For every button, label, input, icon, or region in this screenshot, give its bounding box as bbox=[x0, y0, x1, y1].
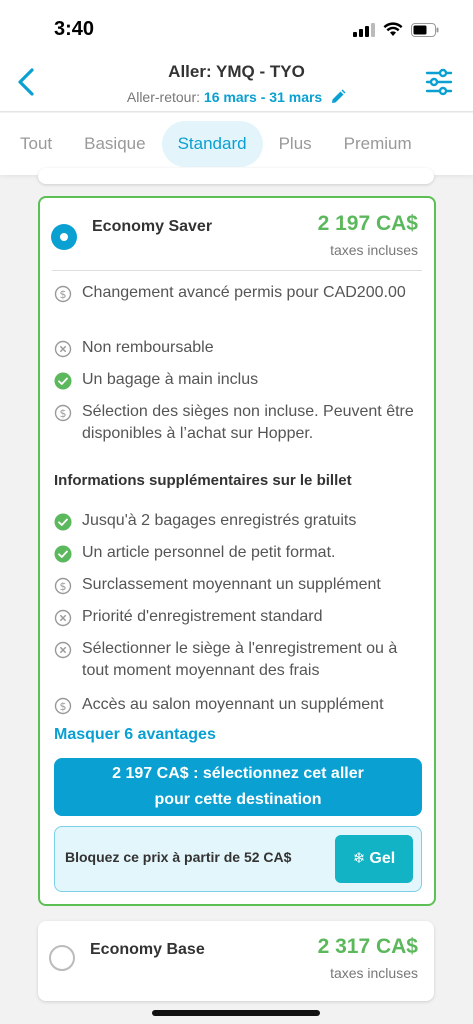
previous-fare-card[interactable] bbox=[38, 168, 434, 184]
trip-type-label: Aller-retour: bbox=[126, 89, 201, 106]
page-title: Aller: YMQ - TYO bbox=[168, 62, 305, 81]
header bbox=[0, 56, 473, 112]
wifi-icon bbox=[383, 22, 403, 37]
status-icons bbox=[353, 22, 439, 37]
price-freeze-box bbox=[54, 826, 422, 892]
svg-text:$: $ bbox=[59, 407, 67, 420]
dollar-circle-icon bbox=[54, 285, 72, 303]
tab-standard[interactable]: Standard bbox=[162, 121, 263, 167]
fare-name: Economy Base bbox=[90, 941, 205, 958]
freeze-button[interactable] bbox=[335, 835, 413, 883]
fare-card-economy-saver[interactable] bbox=[38, 196, 436, 906]
filter-button[interactable] bbox=[423, 66, 455, 98]
fare-price: 2 197 CA$ bbox=[317, 212, 418, 235]
feature-item bbox=[52, 337, 422, 359]
hide-benefits-link[interactable]: Masquer 6 avantages bbox=[54, 726, 216, 743]
svg-text:$: $ bbox=[59, 580, 67, 593]
freeze-button-label: Gel bbox=[369, 850, 396, 867]
feature-text: Priorité d'enregistrement standard bbox=[82, 608, 323, 625]
feature-text: Jusqu'à 2 bagages enregistrés gratuits bbox=[82, 512, 357, 529]
svg-text:$: $ bbox=[59, 288, 67, 301]
dollar-circle-icon bbox=[54, 577, 72, 595]
x-circle-icon bbox=[54, 641, 72, 659]
dollar-circle-icon bbox=[54, 404, 72, 422]
feature-text: Sélection des sièges non incluse. Peuvent être disponibles à l’achat sur Hopper. bbox=[82, 403, 414, 442]
divider bbox=[52, 270, 422, 271]
select-fare-button[interactable] bbox=[54, 758, 422, 816]
tab-premium[interactable]: Premium bbox=[343, 134, 412, 153]
fare-radio-unselected[interactable] bbox=[49, 945, 75, 971]
status-time: 3:40 bbox=[54, 18, 95, 40]
check-circle-icon bbox=[54, 372, 72, 390]
cellular-signal-icon bbox=[353, 23, 375, 37]
feature-text: Sélectionner le siège à l'enregistrement ou à tout moment moyennant des frais bbox=[82, 640, 398, 679]
feature-item bbox=[52, 574, 422, 596]
fare-card-economy-base[interactable] bbox=[38, 921, 434, 1001]
feature-item bbox=[52, 694, 422, 716]
select-fare-line1: 2 197 CA$ : sélectionnez cet aller bbox=[112, 765, 364, 782]
feature-item bbox=[52, 510, 422, 532]
select-fare-line2: pour cette destination bbox=[154, 791, 322, 808]
fare-tax-note: taxes incluses bbox=[330, 242, 418, 258]
feature-item bbox=[52, 542, 422, 564]
snowflake-icon: ❄ bbox=[352, 850, 366, 867]
dollar-circle-icon bbox=[54, 697, 72, 715]
trip-dates[interactable] bbox=[0, 89, 473, 108]
fare-price: 2 317 CA$ bbox=[317, 935, 418, 958]
check-circle-icon bbox=[54, 545, 72, 563]
extra-info-title: Informations supplémentaires sur le billet bbox=[54, 472, 352, 489]
home-indicator[interactable] bbox=[152, 1010, 320, 1016]
tab-basique[interactable]: Basique bbox=[84, 134, 146, 153]
x-circle-icon bbox=[54, 340, 72, 358]
feature-item bbox=[52, 401, 422, 445]
feature-text: Accès au salon moyennant un supplément bbox=[82, 696, 384, 713]
feature-item bbox=[52, 282, 422, 304]
feature-item bbox=[52, 606, 422, 628]
x-circle-icon bbox=[54, 609, 72, 627]
fare-tax-note: taxes incluses bbox=[330, 965, 418, 981]
feature-text: Un bagage à main inclus bbox=[82, 371, 259, 388]
svg-text:$: $ bbox=[59, 700, 67, 713]
feature-item bbox=[52, 369, 422, 391]
price-freeze-text: Bloquez ce prix à partir de 52 CA$ bbox=[65, 849, 292, 865]
tab-plus[interactable]: Plus bbox=[278, 134, 312, 153]
fare-tabs bbox=[0, 113, 473, 175]
feature-item bbox=[52, 638, 422, 682]
feature-text: Un article personnel de petit format. bbox=[82, 544, 336, 561]
fare-radio-selected[interactable] bbox=[51, 224, 77, 250]
battery-icon bbox=[411, 23, 439, 37]
check-circle-icon bbox=[54, 513, 72, 531]
status-bar bbox=[0, 0, 473, 56]
feature-text: Changement avancé permis pour CAD200.00 bbox=[82, 284, 406, 301]
feature-text: Surclassement moyennant un supplément bbox=[82, 576, 381, 593]
fare-name: Economy Saver bbox=[92, 218, 213, 235]
feature-text: Non remboursable bbox=[82, 339, 214, 356]
sliders-icon bbox=[423, 66, 455, 98]
tab-tout[interactable]: Tout bbox=[20, 134, 53, 153]
trip-dates-value[interactable]: 16 mars - 31 mars bbox=[203, 89, 323, 106]
pencil-icon[interactable] bbox=[330, 89, 346, 108]
